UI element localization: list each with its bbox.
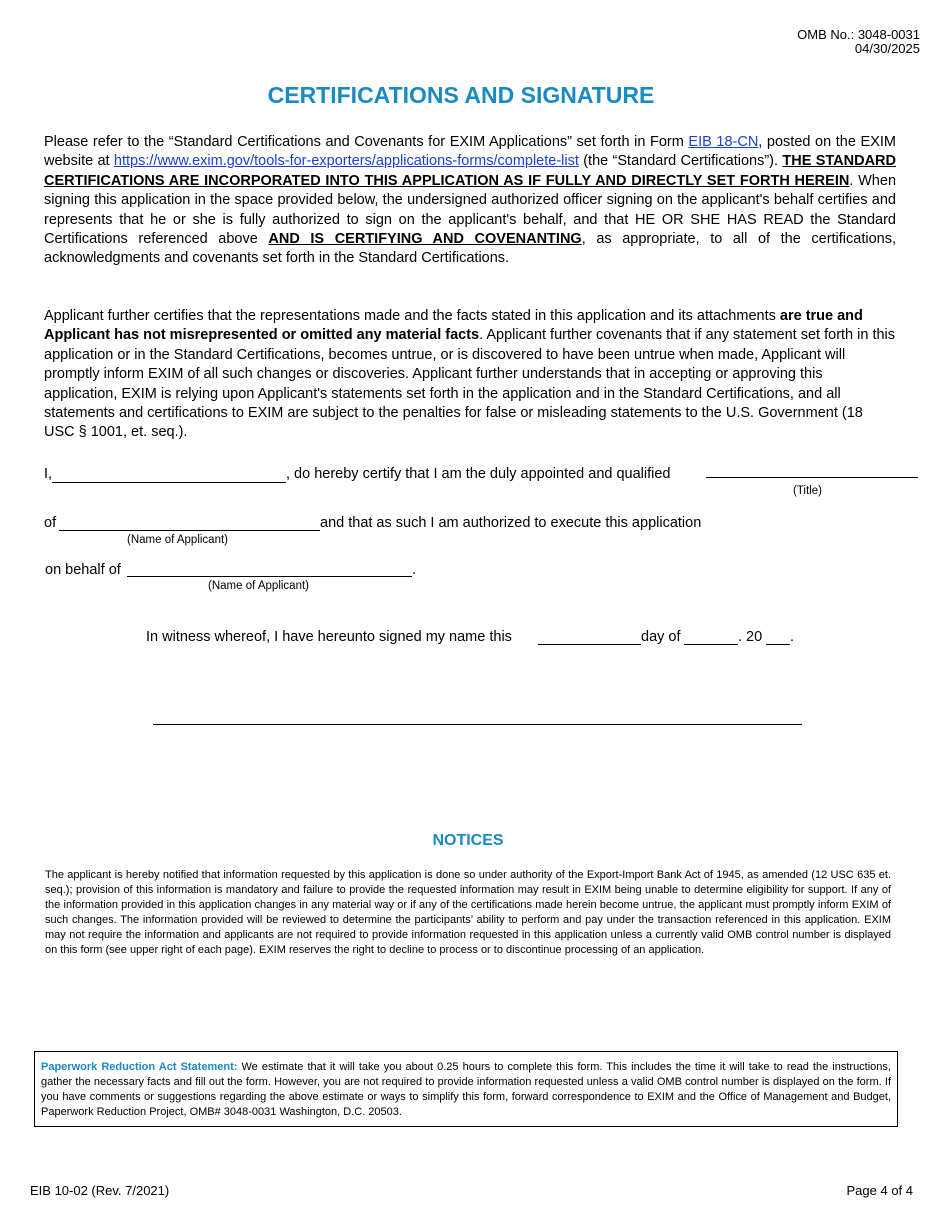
day-of-text: day of bbox=[641, 629, 681, 645]
witness-text: In witness whereof, I have hereunto signed my name this bbox=[146, 629, 512, 645]
para1-text-3: (the “Standard Certifications”). bbox=[578, 153, 783, 170]
year-prefix: . 20 bbox=[738, 629, 763, 645]
year-suffix: . bbox=[790, 629, 795, 645]
year-field[interactable] bbox=[766, 644, 790, 645]
page-title: CERTIFICATIONS AND SIGNATURE bbox=[267, 82, 655, 108]
para1-bold-certifying: AND IS CERTIFYING AND COVENANTING bbox=[268, 231, 582, 248]
line2-text: and that as such I am authorized to execute this application bbox=[320, 515, 702, 531]
applicant-name-field-1[interactable] bbox=[59, 530, 320, 531]
omb-expiration-date: 04/30/2025 bbox=[854, 41, 920, 56]
form-identifier: EIB 10-02 (Rev. 7/2021) bbox=[30, 1183, 170, 1198]
signature-line[interactable] bbox=[153, 724, 802, 725]
omb-info bbox=[797, 28, 920, 56]
omb-number: OMB No.: 3048-0031 bbox=[797, 27, 920, 42]
para2-bold-true: are true and Applicant has not misrepresented or omitted any material facts bbox=[44, 308, 863, 344]
day-field[interactable] bbox=[538, 644, 641, 645]
month-field[interactable] bbox=[684, 644, 738, 645]
applicant-name-field-2[interactable] bbox=[127, 576, 412, 577]
paperwork-label: Paperwork Reduction Act Statement: bbox=[41, 1061, 238, 1073]
applicant-caption-1: (Name of Applicant) bbox=[127, 534, 228, 546]
line3-suffix: . bbox=[412, 562, 417, 578]
para1-text-1: Please refer to the “Standard Certifications and Covenants for EXIM Applications” set forth in Form bbox=[44, 134, 689, 150]
notices-heading: NOTICES bbox=[432, 832, 504, 849]
line2-prefix: of bbox=[44, 515, 57, 531]
title-caption: (Title) bbox=[793, 485, 822, 497]
title-field[interactable] bbox=[706, 477, 918, 478]
para1-text-4: . When signing this application in the space provided below, the undersigned authorized officer signing on the applicant's behalf certifies and represents that he or she is fully authorized to sign on the applicant's behalf, and that HE OR SHE HAS READ the Standard Certifications referenced above bbox=[44, 172, 897, 248]
signer-name-field[interactable] bbox=[52, 482, 286, 483]
para2-text-2: . Applicant further covenants that if any statement set forth in this application or in the Standard Certifications, becomes untrue, or is discovered to have been untrue when made, Applicant will promptly inform EXIM of all such changes or discoveries. Applicant further understands that in accepting or approving this application, EXIM is relying upon Applicant's statements set forth in the application and in the Standard Certifications, and all statements and certifications to EXIM are subject to the penalties for false or misleading statements to the U.S. Government (18 USC § 1001, et. seq.). bbox=[44, 327, 896, 441]
notices-body: The applicant is hereby notified that information requested by this application is done so under authority of the Export-Import Bank Act of 1945, as amended (12 USC 635 et. seq.); provision of this information is mandatory and failure to provide the requested information may result in EXIM being unable to determine eligibility for support. If any of the information provided in this application changes in any material way or if any of the certifications made herein become untrue, the applicant must promptly inform EXIM of such changes. The information provided will be reviewed to determine the participants’ ability to perform and pay under the transaction referenced in this application. EXIM may not require the information and applicants are not required to provide information requested in this application unless a currently valid OMB control number is displayed on this form (see upper right of each page). EXIM reserves the right to decline to process or to discontinue processing of an application. bbox=[45, 869, 891, 956]
line1-text: , do hereby certify that I am the duly appointed and qualified bbox=[286, 466, 671, 482]
eib-18-cn-link[interactable]: EIB 18-CN bbox=[688, 134, 759, 150]
line1-prefix: I, bbox=[44, 466, 53, 482]
para1-text-2: , posted on the EXIM website at bbox=[44, 134, 896, 170]
line3-prefix: on behalf of bbox=[45, 562, 121, 578]
representations-paragraph bbox=[44, 307, 896, 443]
applicant-caption-2: (Name of Applicant) bbox=[208, 580, 309, 592]
para1-text-5: , as appropriate, to all of the certifications, acknowledgments and covenants set forth in the Standard Certifications. bbox=[44, 231, 896, 267]
exim-forms-link[interactable]: https://www.exim.gov/tools-for-exporters/applications-forms/complete-list bbox=[113, 153, 579, 170]
paperwork-body: We estimate that it will take you about 0.25 hours to complete this form. This includes the time it will take to read the instructions, gather the necessary facts and fill out the form. However, you are not required to provide information requested unless a valid OMB control number is displayed on the form. If you have comments or suggestions regarding the above estimate or ways to simplify this form, forward correspondence to EXIM and the Office of Management and Budget, Paperwork Reduction Project, OMB# 3048-0031 Washington, D.C. 20503. bbox=[41, 1061, 891, 1118]
para2-text-1: Applicant further certifies that the representations made and the facts stated in this application and its attachments bbox=[44, 308, 780, 324]
paperwork-reduction-box bbox=[34, 1051, 898, 1127]
certification-paragraph bbox=[44, 133, 896, 269]
page-number: Page 4 of 4 bbox=[846, 1183, 913, 1198]
para1-bold-incorporation: THE STANDARD CERTIFICATIONS ARE INCORPORATED INTO THIS APPLICATION AS IF FULLY AND DIRECTLY SET FORTH HEREIN bbox=[44, 153, 896, 189]
